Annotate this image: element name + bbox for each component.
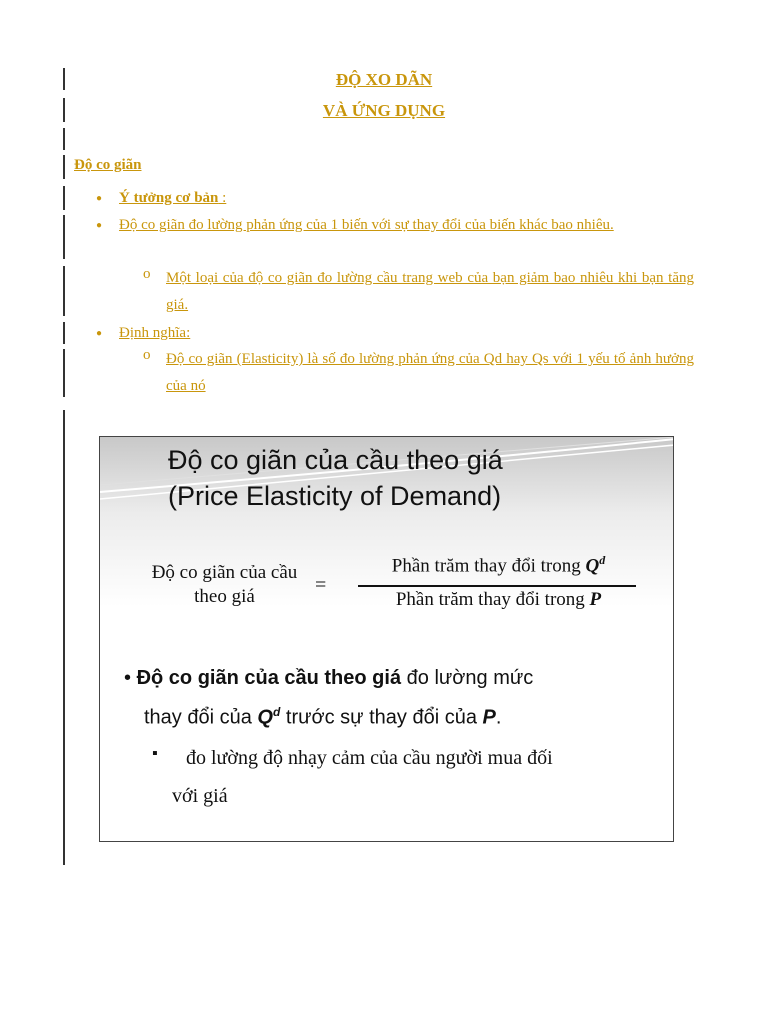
slide-sub-bullet-line1: đo lường độ nhạy cảm của cầu người mua đối — [186, 747, 553, 769]
document-title-line1: ĐỘ XO DÃN — [335, 70, 433, 89]
change-bar — [63, 349, 65, 397]
document-title-line2: VÀ ỨNG DỤNG — [322, 101, 446, 120]
sub-bullet-marker: o — [143, 347, 151, 363]
equals-sign: = — [315, 574, 327, 596]
change-bar — [63, 186, 65, 210]
change-bar — [63, 322, 65, 344]
change-bar — [63, 128, 65, 150]
bullet-marker: ● — [96, 193, 103, 204]
list-item: Ý tưởng cơ bản : — [119, 190, 227, 206]
slide-sub-bullet-line2: với giá — [172, 785, 228, 807]
bullet-marker: ● — [96, 328, 103, 339]
section-heading: Độ co giãn — [74, 157, 142, 173]
slide-image — [99, 436, 674, 842]
formula-label: Độ co giãn của cầu theo giá — [151, 562, 298, 607]
slide-title-line1: Độ co giãn của cầu theo giá — [168, 445, 503, 475]
list-item: Một loại của độ co giãn đo lường cầu trang web của bạn giảm bao nhiêu khi bạn tăng giá. — [166, 270, 694, 313]
change-bar — [63, 155, 65, 179]
slide-bullet: • Độ co giãn của cầu theo giá đo lường mức — [124, 667, 534, 689]
formula-numerator: Phần trăm thay đổi trong $Q^d$ — [391, 553, 606, 577]
slide-title-line2: (Price Elasticity of Demand) — [168, 481, 502, 511]
bullet-marker: ● — [96, 220, 103, 231]
list-item: Định nghĩa: — [119, 325, 191, 341]
sub-bullet-marker: o — [143, 266, 151, 282]
change-bar — [63, 266, 65, 316]
change-bar — [63, 215, 65, 259]
list-item: Độ co giãn (Elasticity) là số đo lường phản ứng của Qd hay Qs với 1 yếu tố ảnh hưởng của nó — [166, 351, 694, 394]
slide-sub-bullet-marker: ▪ — [152, 745, 158, 762]
formula-denominator: Phần trăm thay đổi trong P — [395, 589, 602, 610]
fraction-bar — [358, 585, 636, 587]
slide-bullet-line2: thay đổi của $Q^d$ trước sự thay đổi của P. — [144, 705, 502, 729]
change-bar — [63, 410, 65, 865]
list-item: Độ co giãn đo lường phản ứng của 1 biến với sự thay đổi của biến khác bao nhiêu. — [119, 217, 614, 233]
